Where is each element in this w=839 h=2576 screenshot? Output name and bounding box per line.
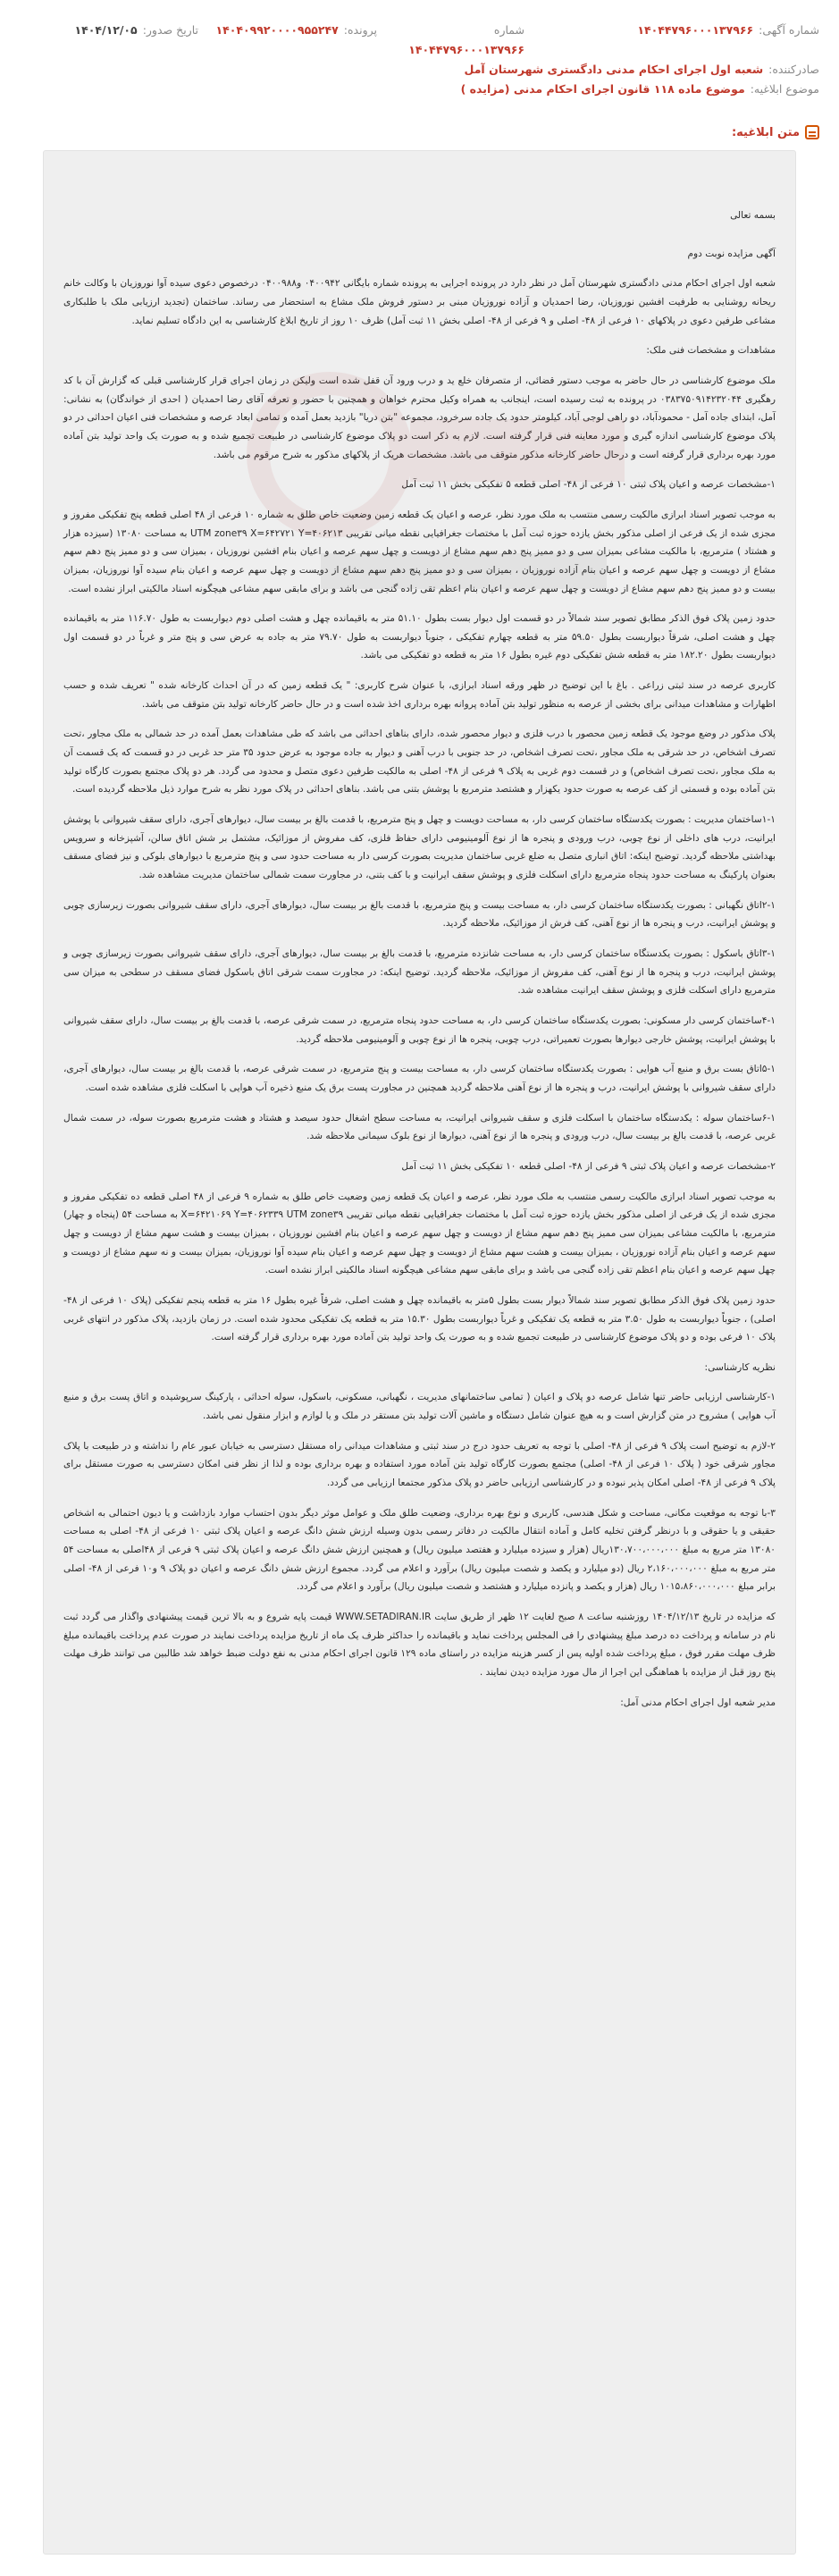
- paragraph-opinion-access: ۲-لازم به توضیح است پلاک ۹ فرعی از ۴۸- اصلی با توجه به تعریف حدود درج در سند ثبتی و مشاهدات میدانی راه مستقل دسترسی به خیابان عبور عام را نداشته و در طبیعت با پلاک مجاور شرقی خود ( پلاک ۱۰ فرعی از ۴۸- اصلی) مجتمع بصورت کارگاه تولید بتن آماده مورد استفاده و بهره برداری بوده و لذا از نظر فنی امکان دسترسی به صورت مستقل برای پلاک ۹ فرعی از ۴۸- اصلی امکان پذیر نبوده و در کارشناسی ارزیابی حاضر دو پلاک مذکور مجتمعا ارزیابی می گردد.: [63, 1440, 776, 1489]
- paragraph-residential-building: ۴-۱ساختمان کرسی دار مسکونی: بصورت یکدستگاه ساختمان کرسی دار، به مساحت حدود پنجاه مترمربع، در سمت شرقی عرصه، با قدمت بالغ بر بیست سال، دارای سقف شیروانی با پوشش ایرانیت، پوشش خارجی دیوارها بصورت تعمیراتی، درب چوبی، پنجره ها از نوع چوبی و آلومینیومی ملاحظه گردید.: [63, 1014, 776, 1045]
- paragraph-management-building: ۱-۱ساختمان مدیریت : بصورت یکدستگاه ساختمان کرسی دار، به مساحت دویست و چهل و پنج مترمربع، با قدمت بالغ بر بیست سال، دیوارهای آجری، دارای سقف شیروانی با پوشش ایرانیت، درب های داخلی از نوع چوبی، درب ورودی و پنجره ها از نوع آلومینیومی دارای حفاظ فلزی، کف مفروش از موزائیک، مشتمل بر شش اتاق سالن، آشپزخانه و سرویس بهداشتی ملاحظه گردید. توضیح اینکه: اتاق انباری متصل به ضلع غربی ساختمان مدیریت بصورت کرسی دار به مساحت حدود سی و پنج مترمربع با دیوارهای بلوکی و نیز فضای مسقف بعنوان پارکینگ به مساحت حدود پنجاه مترمربع دارای اسکلت فلزی و پوشش سقف ایرانیت و با کف بتنی، در مجاورت سمت شمالی ساختمان مدیریت مشاهده شد.: [63, 814, 776, 881]
- paragraph-land-use: کاربری عرصه در سند ثبتی زراعی . باغ با این توضیح در ظهر ورقه اسناد ابرازی، با عنوان شرح کاربری: " یک قطعه زمین که در آن احداث کارخانه شده " تعریف شده و حسب اظهارات و مشاهدات میدانی برای بخشی از عرصه به منظور تولید بتن آماده پروانه بهره برداری اخذ شده است و در حال حاضر کارخانه تولید بتن متوقف می باشد.: [63, 680, 776, 710]
- paragraph-plot9-boundaries: حدود زمین پلاک فوق الذکر مطابق تصویر سند شمالاً دیوار بست بطول ۵متر به باقیمانده چهل و هشت اصلی، شرقاً غیره بطول ۱۶ متر به قطعه پنجم تفکیکی (پلاک ۱۰ فرعی از ۴۸- اصلی) ، جنوباً دیواربست به طول ۳.۵۰ متر به قطعه یک تفکیکی و غرباً دیواربست بطول ۱۵.۳۰ متر به قطعه یک تفکیکی محدود شده است. در زمان بازدید، پلاک مذکور در انتهای غربی پلاک ۱۰ فرعی بوده و دو پلاک موضوع کارشناسی در طبیعت تجمیع شده و به صورت یک واحد تولید بتن آماده مورد بهره برداری قرار گرفته است.: [63, 1294, 776, 1343]
- date-cell: [20, 23, 198, 37]
- notice-text-title: [732, 125, 819, 139]
- file-label: پرونده:: [343, 23, 377, 37]
- ad-number-value: ۱۴۰۴۴۷۹۶۰۰۰۱۳۷۹۶۶: [637, 23, 754, 37]
- paragraph-power-post: ۵-۱اتاق بست برق و منبع آب هوایی : بصورت یکدستگاه ساختمان کرسی دار، به مساحت بیست و پنج مترمربع، در سمت شرقی عرصه، با قدمت بالغ بر بیست سال، دیوارهای آجری، دارای سقف شیروانی با پوشش ایرانیت، درب و پنجره ها از نوع آهنی ملاحظه گردید همچنین در مجاورت پست برق یک منبع ذخیره آب هوایی با اسکلت فلزی مشاهده شده است.: [63, 1064, 776, 1093]
- paragraph-signature: مدیر شعبه اول اجرای احکام مدنی آمل:: [620, 1696, 776, 1708]
- ad-number-cell: [524, 23, 819, 37]
- extra-number: ۱۴۰۴۴۷۹۶۰۰۰۱۳۷۹۶۶: [408, 43, 524, 56]
- notice-text-label: متن ابلاغیه:: [731, 125, 800, 139]
- notice-header: [0, 0, 839, 116]
- document-icon: [805, 125, 819, 139]
- paragraph-plot9-heading: ۲-مشخصات عرصه و اعیان پلاک ثبتی ۹ فرعی از ۴۸- اصلی قطعه ۱۰ تفکیکی بخش ۱۱ ثبت آمل: [401, 1160, 776, 1172]
- paragraph-plot10-ownership: به موجب تصویر اسناد ابرازی مالکیت رسمی منتسب به ملک مورد نظر، عرصه و اعیان یک قطعه زمین وضعیت خاص طلق به شماره ۱۰ فرعی از ۴۸ اصلی قطعه پنج تفکیکی مفروز و مجزی شده از یک فرعی از اصلی مذکور بخش یازده حوزه ثبت آمل با مختصات جغرافیایی نقطه میانی تقریبی UTM zone۳۹ X=۶۴۲۷۲۱ Y=۴۰۶۲۱۳ به مساحت ۱۳۰۸۰ (سیزده هزار و هشتاد ) مترمربع، با مالکیت مشاعی بمیزان سی و دو ممیز پنج دهم سهم مشاع از دویست و چهل سهم عرصه و اعیان بنام افشین نوروزیان ، بمیزان سی و دو ممیز پنج دهم سهم مشاع از دویست و چهل سهم عرصه و اعیان بنام آزاده نوروزیان ، بمیزان سی و دو ممیز پنج دهم سهم مشاع از دویست و چهل سهم عرصه و اعیان بنام سیده آوا نوروزیان، بمیزان بیست و دو ممیز پنج دهم سهم مشاع از دویست و چهل سهم عرصه و اعیان بنام اعظم تقی زاده گنجی می باشد و برای مابقی سهم مشاعی هیچگونه اسناد مالکیتی ابراز نشده است.: [63, 509, 776, 594]
- paragraph-scale-room: ۳-۱اتاق باسکول : بصورت یکدستگاه ساختمان کرسی دار، به مساحت شانزده مترمربع، با قدمت بالغ بر بیست سال، دیوارهای آجری، دارای سقف شیروانی بصورت زیرسازی چوبی و پوشش ایرانیت، درب و پنجره ها از نوع آهنی، کف مفروش از موزائیک، ملاحظه گردید. توضیح اینکه: در مجاورت سمت شرقی اتاق باسکول فضای مسقف در سطحی به میزان سی مترمربع دارای اسکلت فلزی و پوشش سقف ایرانیت مشاهده شد.: [63, 948, 776, 997]
- paragraph-plot10-heading: ۱-مشخصات عرصه و اعیان پلاک ثبتی ۱۰ فرعی از ۴۸- اصلی قطعه ۵ تفکیکی بخش ۱۱ ثبت آمل: [401, 479, 776, 491]
- paragraph-notice-round: آگهی مزایده نوبت دوم: [687, 248, 776, 259]
- paragraph-opinion-scope: ۱-کارشناسی ارزیابی حاضر تنها شامل عرصه دو پلاک و اعیان ( تمامی ساختمانهای مدیریت ، نگهبانی، مسکونی، باسکول، سوله احداثی ، پارکینگ سرپوشیده و اتاق پست برق و منبع آب هوایی ) مشروح در متن گزارش است و به هیچ عنوان شامل دستگاه و ماشین آلات تولید بتن مستقر در ملک و یا لوازم و ابزار منقول نمی باشد.: [63, 1392, 776, 1422]
- paragraph-auction-terms: که مزایده در تاریخ ۱۴۰۴/۱۲/۱۳ روزشنبه ساعت ۸ صبح لغایت ۱۲ ظهر از طریق سایت WWW.SETADIRAN.IR قیمت پایه شروع و به بالا ترین قیمت پیشنهادی واگذار می گردد ثبت نام در سامانه و پرداخت ده درصد مبلغ پیشنهادی را فی المجلس پرداخت نماید و باقیمانده را حداکثر ظرف یک ماه از تاریخ مزایده پرداخت نمایند در صورت عدم پرداخت باقیمانده مبلغ ظرف مهلت مقرر فوق ، مبلغ پرداخت شده اولیه پس از کسر هزینه مزایده در راستای ماده ۱۲۹ قانون اجرای احکام مدنی به نفع دولت ضبط خواهد شد طالبین می توانند ظرف مهلت پنج روز قبل از مزایده با هماهنگی این اجرا از مال مورد مزایده دیدن نمایند .: [63, 1612, 776, 1678]
- ref-cell: [377, 23, 524, 37]
- ad-number-label: شماره آگهی:: [759, 23, 819, 37]
- paragraph-plot9-ownership: به موجب تصویر اسناد ابرازی مالکیت رسمی منتسب به ملک مورد نظر، عرصه و اعیان یک قطعه زمین وضعیت خاص طلق به شماره ۹ فرعی از ۴۸ اصلی قطعه ده تفکیکی مفروز و مجزی شده از یک فرعی از اصلی مذکور بخش یازده حوزه ثبت آمل با مختصات جغرافیایی نقطه میانی تقریبی X=۶۴۲۱۰۶۹ Y=۴۰۶۲۳۳۹ UTM zone۳۹ به مساحت ۵۴ (پنجاه و چهار) مترمربع، با مالکیت مشاعی بمیزان سی ممیز پنج دهم سهم مشاع از دویست و چهل سهم عرصه و اعیان بنام افشین نوروزیان ، بمیزان بیست و هشت سهم مشاع از دویست و چهل سهم عرصه و اعیان بنام آزاده نوروزیان ، بمیزان بیست و هشت سهم مشاع از دویست و چهل سهم عرصه و اعیان بنام سیده آوا نوروزیان، بمیزان بیست و نه سهم مشاع از دویست و چهل سهم عرصه و اعیان بنام اعظم تقی زاده گنجی می باشد و برای مابقی سهم مشاعی هیچگونه اسناد مالکیتی ابراز نشده است.: [63, 1191, 776, 1276]
- paragraph-observations-heading: مشاهدات و مشخصات فنی ملک:: [646, 345, 776, 357]
- subject-label: موضوع ابلاغیه:: [750, 82, 819, 96]
- subject-value: موضوع ماده ۱۱۸ قانون اجرای احکام مدنی (مزایده ): [460, 82, 745, 96]
- ref-label: شماره: [493, 23, 524, 37]
- date-label: تاریخ صدور:: [142, 23, 198, 37]
- paragraph-intro: شعبه اول اجرای احکام مدنی دادگستری شهرستان آمل در نظر دارد در پرونده اجرایی به پرونده شماره بایگانی ۰۴۰۰۹۴۲ و۰۴۰۰۹۸۸ درخصوص دعوی سیده آوا نوروزیان با وکالت خانم ریحانه روشنایی به طرفیت افشین نوروزیان، رضا احمدیان و آزاده نوروزیان مبنی بر دستور فروش ملک مشاع به استحضار می رساند. ساختمان (تجدید ارزیابی ملک با طلبکاری مشاعی طرفین دعوی در پلاکهای ۱۰ فرعی از ۴۸- اصلی و ۹ فرعی از ۴۸- اصلی بخش ۱۱ ثبت آمل) ظرف ۱۰ روز از تاریخ ابلاغ کارشناسی به این دادگاه تسلیم نماید.: [63, 278, 776, 326]
- paragraph-bismillah: بسمه تعالی: [730, 210, 776, 221]
- paragraph-shed-building: ۶-۱ساختمان سوله : یکدستگاه ساختمان با اسکلت فلزی و سقف شیروانی ایرانیت، به مساحت سطح اشغال حدود سیصد و هشتاد و هشت مترمربع بصورت سوله، در سمت شمال غربی عرصه، با قدمت بالغ بر بیست سال، درب ورودی و پنجره ها از نوع آهنی، دیوارها از نوع بلوک سیمانی ملاحظه شد.: [63, 1112, 776, 1142]
- header-row-top: [20, 23, 819, 43]
- paragraph-expert-opinion-heading: نظریه کارشناسی:: [704, 1361, 776, 1373]
- date-value: ۱۴۰۴/۱۲/۰۵: [74, 23, 138, 37]
- issuer-label: صادرکننده:: [768, 63, 819, 76]
- subject-row: [20, 82, 819, 102]
- paragraph-current-state: پلاک مذکور در وضع موجود یک قطعه زمین محصور با درب فلزی و دیوار محصور شده، دارای بناهای احداثی می باشد که طی مشاهدات بعمل آمده در حد شمالی به ملک مجاور ،تحت تصرف اشخاص، در حد شرقی به ملک مجاور ،تحت تصرف اشخاص، در حد جنوبی با درب آهنی و دیوار به جاده موجود به عرض حدود ۳۵ متر حد غربی در دو قسمت که یک قسمت آن به ملک مجاور ،تحت تصرف اشخاص) و در قسمت دوم غربی به پلاک ۹ فرعی از ۴۸- اصلی به مالکیت طرفین دعوی متصل و محدود می گردد. هر دو پلاک مجتمع بصورت کارگاه تولید بتن آماده بوده و قسمتی از کف عرصه به صورت حدود یکهزار و هشتصد مترمربع با پوشش بتنی می باشد. بناهای احداثی در پلاک مورد نظر به شرح موارد ذیل ملاحظه گردیده است.: [63, 728, 776, 796]
- issuer-row: [20, 63, 819, 82]
- paragraph-opinion-valuation: ۳-با توجه به موقعیت مکانی، مساحت و شکل هندسی، کاربری و نوع بهره برداری، وضعیت طلق ملک و عوامل موثر دیگر بدون احتساب موارد بازداشت و یا دیون احتمالی به اشخاص حقیقی و یا حقوقی و با درنظر گرفتن تخلیه کامل و آماده انتقال مالکیت در دفاتر رسمی بدون وسیله ارزش شش دانگ عرصه و اعیان پلاک ثبتی ۱۰ فرعی از ۴۸- اصلی به مساحت ۱۳۰۸۰ متر مربع به مبلغ ۱۳۰،۷۰۰،۰۰۰،۰۰۰ریال (هزار و سیزده میلیارد و هفتصد میلیون ریال) و همچنین ارزش شش دانگ عرصه و اعیان پلاک ثبتی ۹ فرعی از ۴۸اصلی به مساحت ۵۴ متر مربع به مبلغ ۲،۱۶۰،۰۰۰،۰۰۰ ریال (دو میلیارد و یکصد و شصت میلیون ریال) برآورد و اعلام می گردد. مجموع ارزش شش دانگ عرصه و اعیان دو پلاک ۹ و۱۰ فرعی از ۴۸- اصلی برابر مبلغ ۱۰۱۵،۸۶۰،۰۰۰،۰۰۰ ریال (هزار و یکصد و پانزده میلیارد و هشتصد و شصت میلیون ریال) برآورد و اعلام می گردد.: [63, 1507, 776, 1593]
- paragraph-guard-room: ۲-۱اتاق نگهبانی : بصورت یکدستگاه ساختمان کرسی دار، به مساحت بیست و پنج مترمربع، با قدمت بالغ بر بیست سال، دیوارهای آجری، دارای سقف شیروانی بصورت زیرسازی چوبی و پوشش ایرانیت، درب و پنجره ها از نوع آهنی، کف فرش از موزائیک، ملاحظه گردید.: [63, 899, 776, 930]
- issuer-value: شعبه اول اجرای احکام مدنی دادگستری شهرستان آمل: [464, 63, 764, 76]
- file-number-value: ۱۴۰۴۰۹۹۲۰۰۰۰۹۵۵۲۴۷: [215, 23, 339, 37]
- file-cell: [198, 23, 377, 37]
- paragraph-property-overview: ملک موضوع کارشناسی در حال حاضر به موجب دستور قضائی، از متصرفان خلع ید و درب ورود آن قفل شده است ولیکن در زمان اجرای قرار کارشناسی قبلی که گزارش آن با کد رهگیری ۰۳۸۳۷۵۰۹۱۴۲۳۲۰۴۴ در پرونده به ثبت رسیده است، اینجانب به همراه وکیل محترم خواهان و همچنین با حضور و تعرفه آقای رضا احمدیان ( احدی از خواندگان) به نشانی: آمل، ابتدای جاده آمل - محمودآباد، دو راهی لوجی آباد، کیلومتر حدود یک جاده سرخرود، مجموعه "بتن دریا" بازدید بعمل آمده و تمامی ابعاد عرصه و مشخصات فنی اعیان احداثی در دو پلاک موضوع کارشناسی اندازه گیری و مورد معاینه فنی قرار گرفته است. لازم به ذکر است دو پلاک موضوع کارشناسی در طبیعت تجمیع شده و به صورت یک واحد تولید بتن آماده مورد بهره برداری قرار گرفته است و درحال حاضر کارخانه مذکور متوقف می باشد. مشخصات هریک از پلاکهای مذکور به شرح مرقوم می باشد.: [63, 375, 776, 460]
- notice-body: [43, 150, 796, 2555]
- paragraph-plot10-boundaries: حدود زمین پلاک فوق الذکر مطابق تصویر سند شمالاً در دو قسمت اول دیوار بست بطول ۵۱.۱۰ متر به باقیمانده چهل و هشت اصلی دوم دیواربست به طول ۱۱۶.۷۰ متر به باقیمانده چهل و هشت اصلی، شرقاً دیواربست بطول ۵۹.۵۰ متر به قطعه چهارم تفکیکی ، جنوباً دیواربست به طول ۷۹.۷۰ متر به جاده به عرض سی و پنج متر و غرباً در دو قسمت اول دیواربست بطول ۱۸۲.۲۰ متر به قطعه شش تفکیکی دوم غیره بطول ۱۶ متر به قطعه دو تفکیکی می باشد.: [63, 613, 776, 661]
